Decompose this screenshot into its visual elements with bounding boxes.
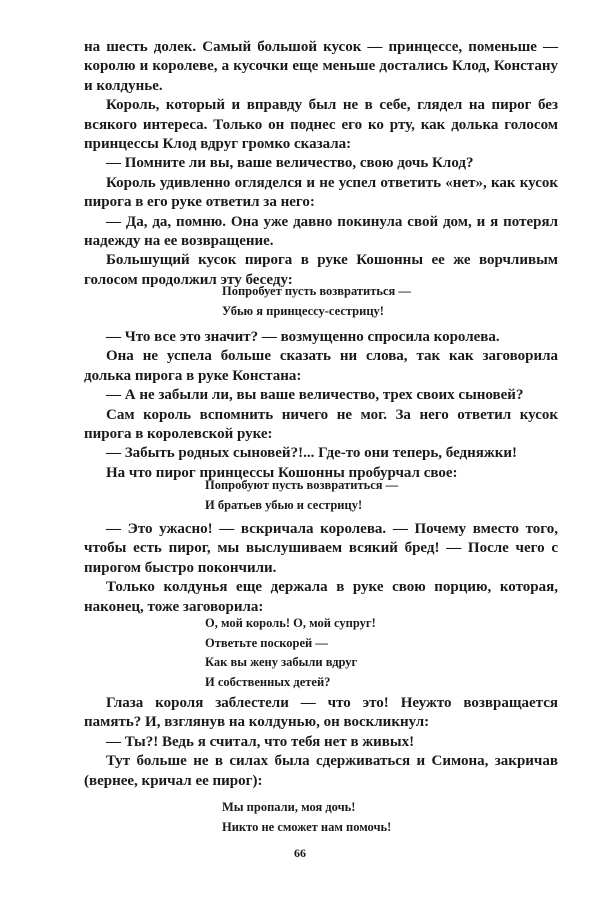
verse-line: Мы пропали, моя дочь! (222, 800, 356, 814)
paragraph: Большущий кусок пирога в руке Кошонны ее же ворчливым голосом продолжил эту беседу: (84, 252, 558, 288)
verse-line: И собственных детей? (205, 674, 331, 689)
verse-3 (205, 614, 376, 692)
text-block-4 (84, 694, 558, 791)
verse-2 (205, 476, 398, 515)
paragraph: Глаза короля заблестели — что это! Неужто возвращается память? И, взглянув на колдунью, он воскликнул: (84, 695, 558, 731)
paragraph: Король удивленно огляделся и не успел ответить «нет», как кусок пирога в его руке ответил за него: (84, 174, 558, 211)
paragraph: — А не забыли ли, вы ваше величество, трех своих сыновей? (106, 387, 524, 404)
paragraph: Тут больше не в силах была сдерживаться и Симона, закричав (вернее, кричал ее пирог): (84, 753, 558, 789)
paragraph: Сам король вспомнить ничего не мог. За него ответил кусок пирога в королевской руке: (84, 406, 558, 443)
text-line: Констану и колдунье. (84, 58, 558, 94)
paragraph: — Да, да, помню. Она уже давно покинула свой дом, и я потерял надежду на ее возвращение. (84, 213, 558, 250)
paragraph: Она не успела больше сказать ни слова, так как заговорила долька пирога в руке Констана: (84, 348, 558, 384)
paragraph: — Что все это значит? — возмущенно спросила королева. (106, 329, 500, 345)
paragraph: На что пирог принцессы Кошонны пробурчал свое: (106, 464, 458, 481)
verse-line: Убью я принцессу-сестрицу! (222, 303, 384, 318)
paragraph: — Забыть родных сыновей?!... Где-то они теперь, бедняжки! (106, 445, 518, 462)
verse-1 (222, 282, 411, 321)
text-line: на шесть долек. Самый большой кусок — принцессе, поменьше — (84, 39, 558, 55)
paragraph: — Ты?! Ведь я считал, что тебя нет в живых! (106, 733, 415, 750)
paragraph: Король, который и вправду был не в себе, глядел на пирог без всякого интереса. Только он поднес его ко рту, как долька голосом принцессы Клод вдруг громко сказала: (84, 97, 558, 153)
text-block-2 (84, 328, 558, 483)
paragraph-continuation (84, 38, 558, 96)
verse-line: Никто не сможет нам помочь! (222, 819, 392, 834)
verse-line: И братьев убью и сестрицу! (205, 497, 363, 512)
page-number: 66 (294, 846, 306, 860)
verse-line: Ответьте поскорей — (205, 635, 328, 650)
text-line: королю и королеве, а кусочки еще меньше достались Клод, (84, 58, 490, 75)
verse-line: О, мой король! О, мой супруг! (205, 616, 376, 630)
verse-line: Как вы жену забыли вдруг (205, 655, 358, 669)
text-block-1 (84, 38, 558, 290)
paragraph: — Помните ли вы, ваше величество, свою дочь Клод? (106, 155, 474, 172)
paragraph: Только колдунья еще держала в руке свою порцию, которая, наконец, тоже заговорила: (84, 579, 558, 615)
paragraph: — Это ужасно! — вскричала королева. — Почему вместо того, чтобы есть пирог, мы выслушиваем всякий бред! — После чего с пирогом быстро покончили. (84, 521, 558, 576)
verse-line: Попробует пусть возвратиться — (222, 284, 411, 298)
verse-4 (222, 798, 391, 837)
verse-line: Попробуют пусть возвратиться — (205, 478, 399, 492)
text-block-3 (84, 520, 558, 617)
